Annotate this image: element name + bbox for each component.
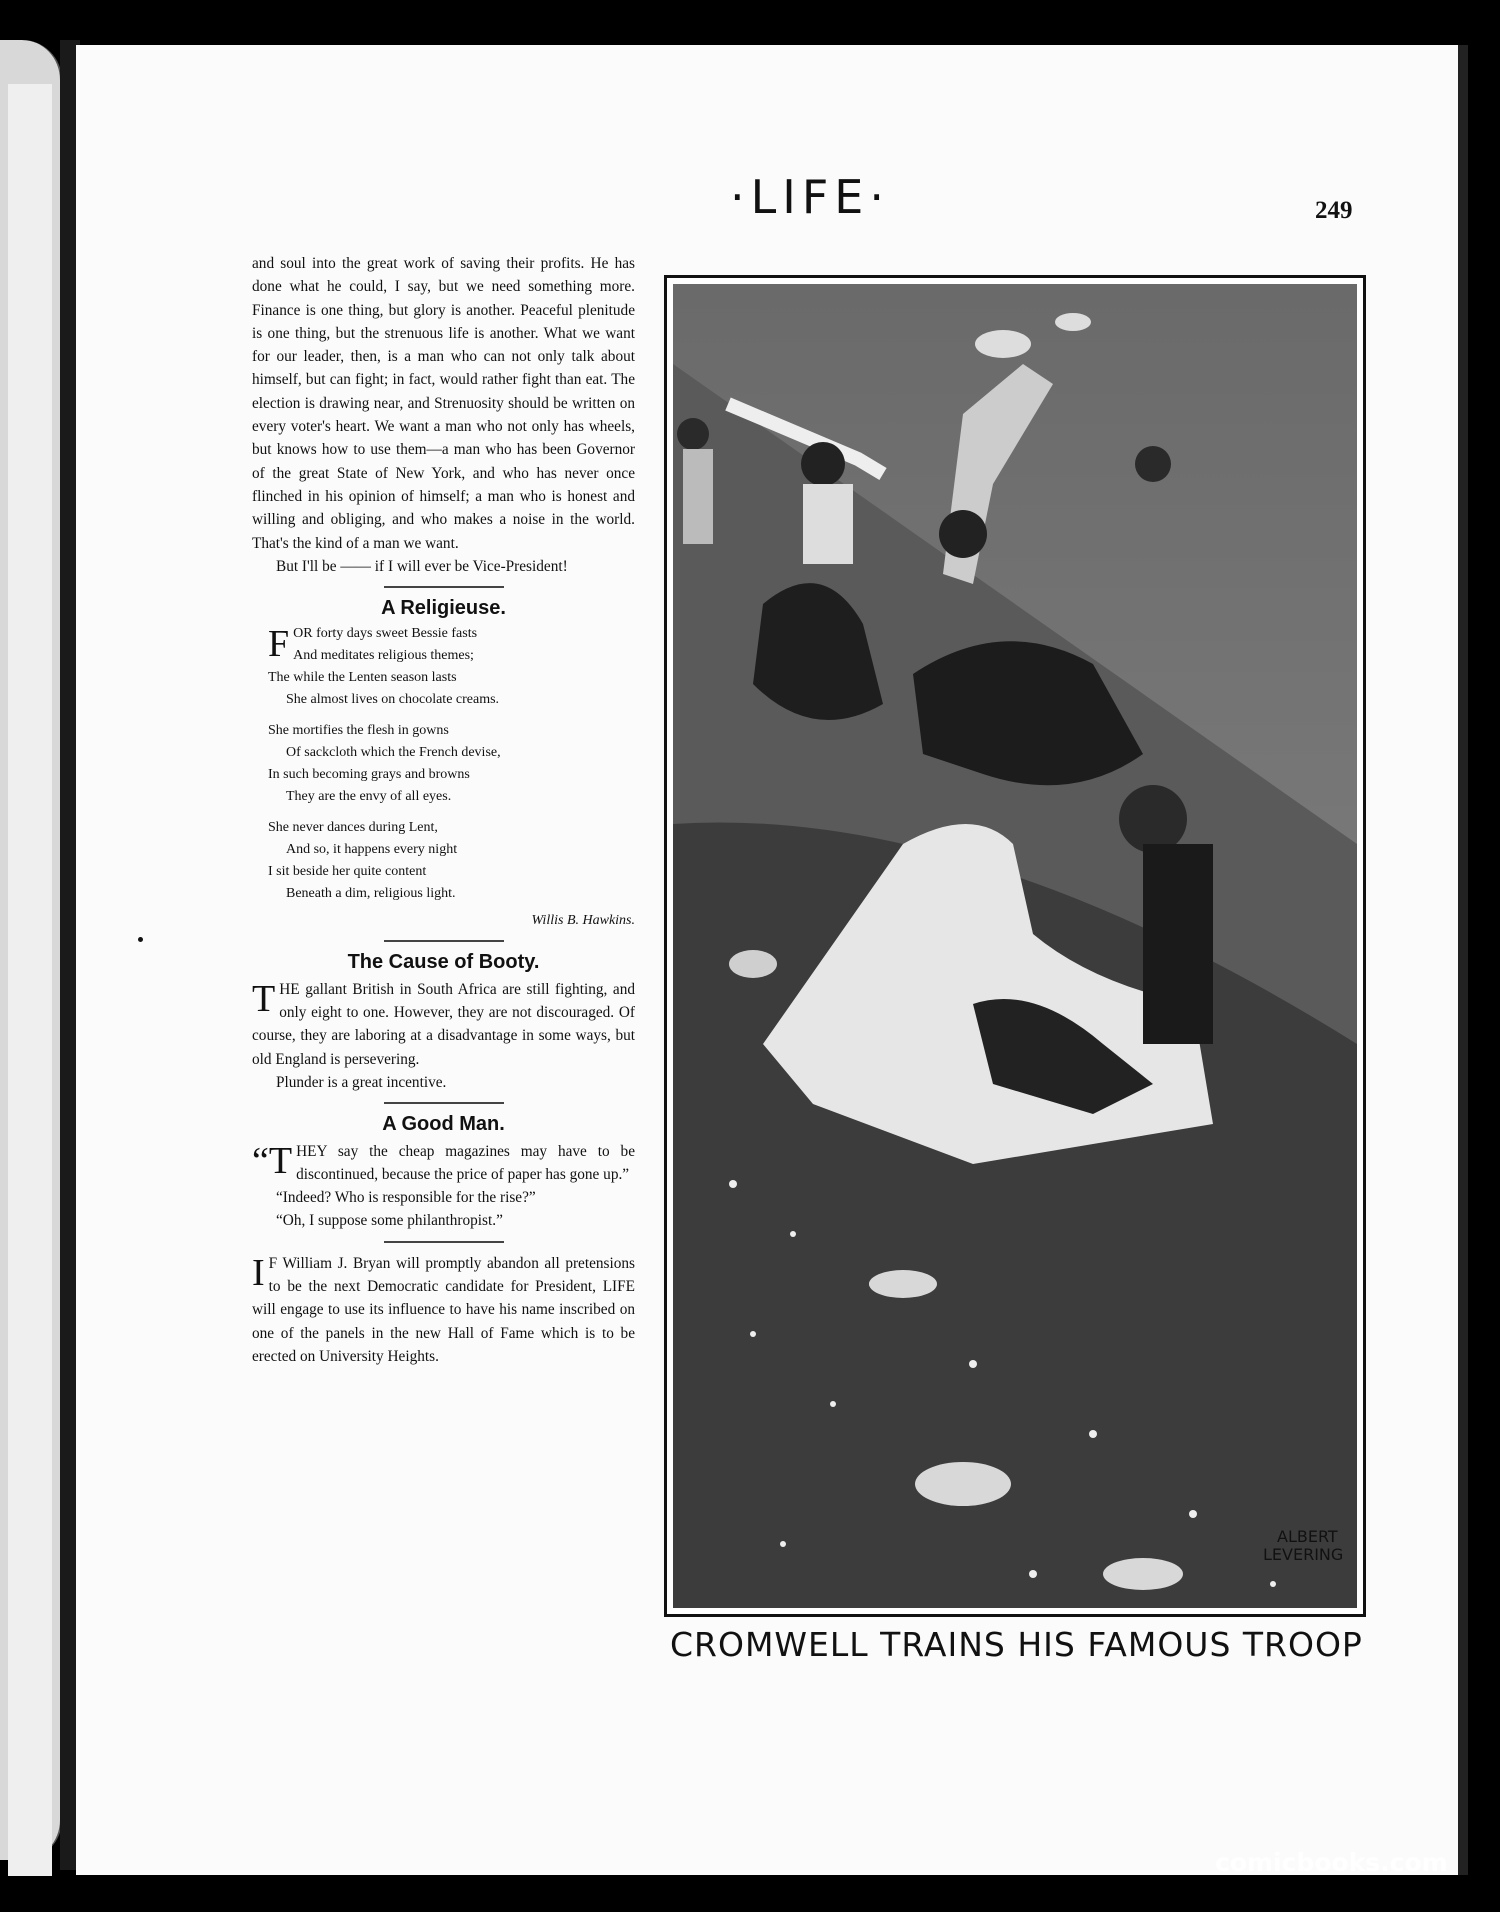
poem-line: They are the envy of all eyes. — [286, 789, 452, 805]
poem-line: The while the Lenten season lasts — [268, 670, 457, 686]
facing-page-edge — [0, 40, 62, 1860]
text-column — [252, 252, 635, 1368]
illustration-frame — [664, 275, 1366, 1617]
poem-line: Beneath a dim, religious light. — [286, 886, 456, 902]
stanza — [268, 817, 635, 905]
drop-cap: F — [268, 623, 290, 666]
poem-line: Of sackcloth which the French devise, — [286, 745, 501, 761]
good-man-paragraph: “THEY say the cheap magazines may have to be discontinued, because the price of paper has gone up.” — [252, 1139, 635, 1183]
intro-closing: But I'll be —— if I will ever be Vice-President! — [276, 557, 568, 575]
soldier-figure — [683, 449, 713, 544]
soldier-figure — [1135, 446, 1171, 482]
page-edge — [1458, 45, 1468, 1875]
artist-signature: ALBERT — [1277, 1527, 1338, 1546]
page-number: 249 — [1315, 197, 1353, 224]
poem-author: Willis B. Hawkins. — [531, 913, 635, 929]
cloud — [975, 330, 1031, 358]
drop-cap: “T — [252, 1139, 293, 1182]
stanza — [268, 720, 635, 808]
poem-line: She almost lives on chocolate creams. — [286, 692, 500, 708]
rock — [915, 1462, 1011, 1506]
poem-line: And so, it happens every night — [286, 842, 458, 858]
divider — [384, 1102, 504, 1104]
good-man-title: A Good Man. — [382, 1113, 505, 1136]
good-man-dialogue: “Indeed? Who is responsible for the rise?” — [276, 1189, 536, 1207]
poem-line: OR forty days sweet Bessie fasts — [293, 626, 478, 642]
religieuse-title: A Religieuse. — [381, 597, 506, 620]
rock — [1103, 1558, 1183, 1590]
soldier-head — [1119, 785, 1187, 853]
booty-closing: Plunder is a great incentive. — [276, 1073, 447, 1091]
soldier-figure — [1143, 844, 1213, 1044]
masthead: ·LIFE· — [730, 170, 890, 224]
booty-paragraph: THE gallant British in South Africa are still fighting, and only eight to one. However, they are not discouraged. Of course, they are laboring at a disadvantage in some ways, but old England is persevering. — [252, 977, 635, 1068]
cromwell-cartoon — [673, 284, 1357, 1608]
illustration-caption: CROMWELL TRAINS HIS FAMOUS TROOP — [670, 1625, 1363, 1664]
cloud — [1055, 313, 1091, 331]
divider — [384, 586, 504, 588]
poem-line: She never dances during Lent, — [268, 820, 438, 836]
soldier-figure — [801, 442, 845, 486]
stanza — [268, 623, 635, 711]
margin-speck — [138, 937, 143, 942]
poem-line: In such becoming grays and browns — [268, 767, 470, 783]
rock — [729, 950, 777, 978]
watermark: comicbooks.com — [1215, 1848, 1448, 1877]
illustration — [673, 284, 1357, 1608]
rock — [869, 1270, 937, 1298]
intro-paragraph: and soul into the great work of saving their profits. He has done what he could, I say, but we need something more. Finance is one thing, but glory is another. Peaceful plenitude is one thing, but the strenuous life is another. What we want for our leader, then, is a man who can not only talk about himself, but can fight; in fact, would rather fight than eat. The election is drawing near, and Strenuosity should be written on every voter's heart. We want a man who not only has wheels, but knows how to use them—a man who has been Governor of the great State of New York, and who has never once flinched in his opinion of himself; a man who is honest and willing and obliging, and who makes a noise in the world. That's the kind of a man we want. — [252, 255, 635, 552]
drop-cap: I — [252, 1251, 265, 1294]
soldier-figure — [939, 510, 987, 558]
poem-line: She mortifies the flesh in gowns — [268, 723, 449, 739]
soldier-figure — [803, 484, 853, 564]
poem-line: I sit beside her quite content — [268, 864, 427, 880]
divider — [384, 1241, 504, 1243]
divider — [384, 940, 504, 942]
poem-line: And meditates religious themes; — [293, 648, 474, 664]
drop-cap: T — [252, 977, 276, 1020]
religieuse-poem — [268, 623, 635, 932]
artist-signature: LEVERING — [1263, 1545, 1344, 1564]
good-man-dialogue: “Oh, I suppose some philanthropist.” — [276, 1212, 503, 1230]
bryan-paragraph: I F William J. Bryan will promptly abandon all pretensions to be the next Democratic candidate for President, LIFE will engage to use its influence to have his name inscribed on one of the panels in the new Hall of Fame which is to be erected on University Heights. — [252, 1251, 635, 1365]
soldier-figure — [677, 418, 709, 450]
booty-title: The Cause of Booty. — [347, 951, 540, 974]
